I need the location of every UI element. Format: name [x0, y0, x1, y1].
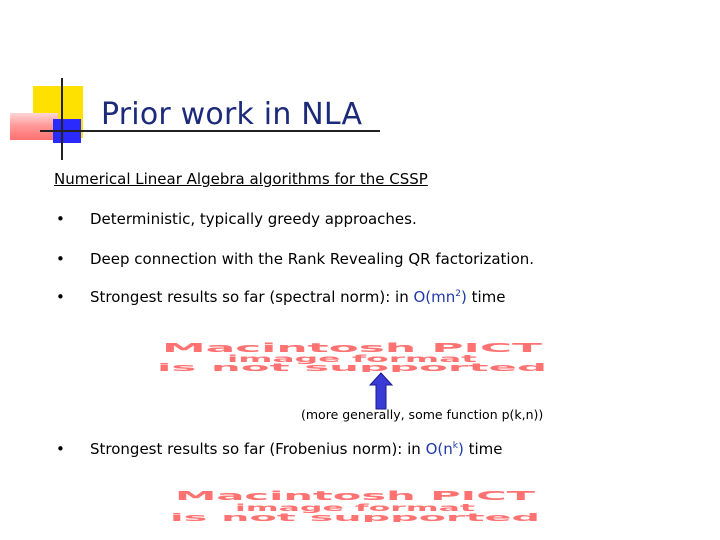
complexity-close: )	[457, 440, 464, 458]
pict-placeholder-image	[165, 488, 545, 522]
complexity-expression	[413, 288, 466, 306]
bullet-text	[90, 288, 506, 306]
complexity-expression	[426, 440, 464, 458]
bullet-text: Deep connection with the Rank Revealing QR factorization.	[90, 250, 535, 268]
decor-vertical-line	[61, 78, 63, 160]
bullet-text	[90, 440, 502, 458]
up-arrow-icon	[369, 372, 393, 410]
pict-text-line: Macintosh PICT	[162, 341, 545, 355]
annotation-note: (more generally, some function p(k,n))	[301, 407, 544, 422]
complexity-close: )	[461, 288, 467, 306]
complexity-exponent: k	[452, 441, 458, 451]
decor-pink-square	[10, 113, 58, 140]
pict-text-line: image format	[227, 354, 478, 365]
bullet-text-suffix: time	[463, 440, 503, 458]
pict-text-line: Macintosh PICT	[175, 489, 538, 503]
slide-title: Prior work in NLA	[101, 97, 363, 132]
bullet-dot: •	[56, 250, 65, 268]
bullet-text: Deterministic, typically greedy approaches.	[90, 210, 417, 228]
complexity-base: O(mn	[413, 288, 456, 306]
pict-text-line: is not supported	[170, 511, 540, 522]
bullet-text-suffix: time	[466, 288, 506, 306]
pict-text-line: image format	[235, 503, 476, 514]
pict-text-line: is not supported	[157, 361, 547, 372]
bullet-text-prefix: Strongest results so far (Frobenius norm): in	[90, 440, 426, 458]
complexity-base: O(n	[425, 440, 453, 458]
pict-placeholder-image	[152, 340, 552, 372]
bullet-dot: •	[56, 440, 65, 458]
section-heading: Numerical Linear Algebra algorithms for the CSSP	[54, 170, 428, 188]
bullet-dot: •	[56, 210, 65, 228]
bullet-dot: •	[56, 288, 65, 306]
bullet-text-prefix: Strongest results so far (spectral norm): in	[90, 288, 414, 306]
complexity-exponent: 2	[455, 289, 461, 299]
